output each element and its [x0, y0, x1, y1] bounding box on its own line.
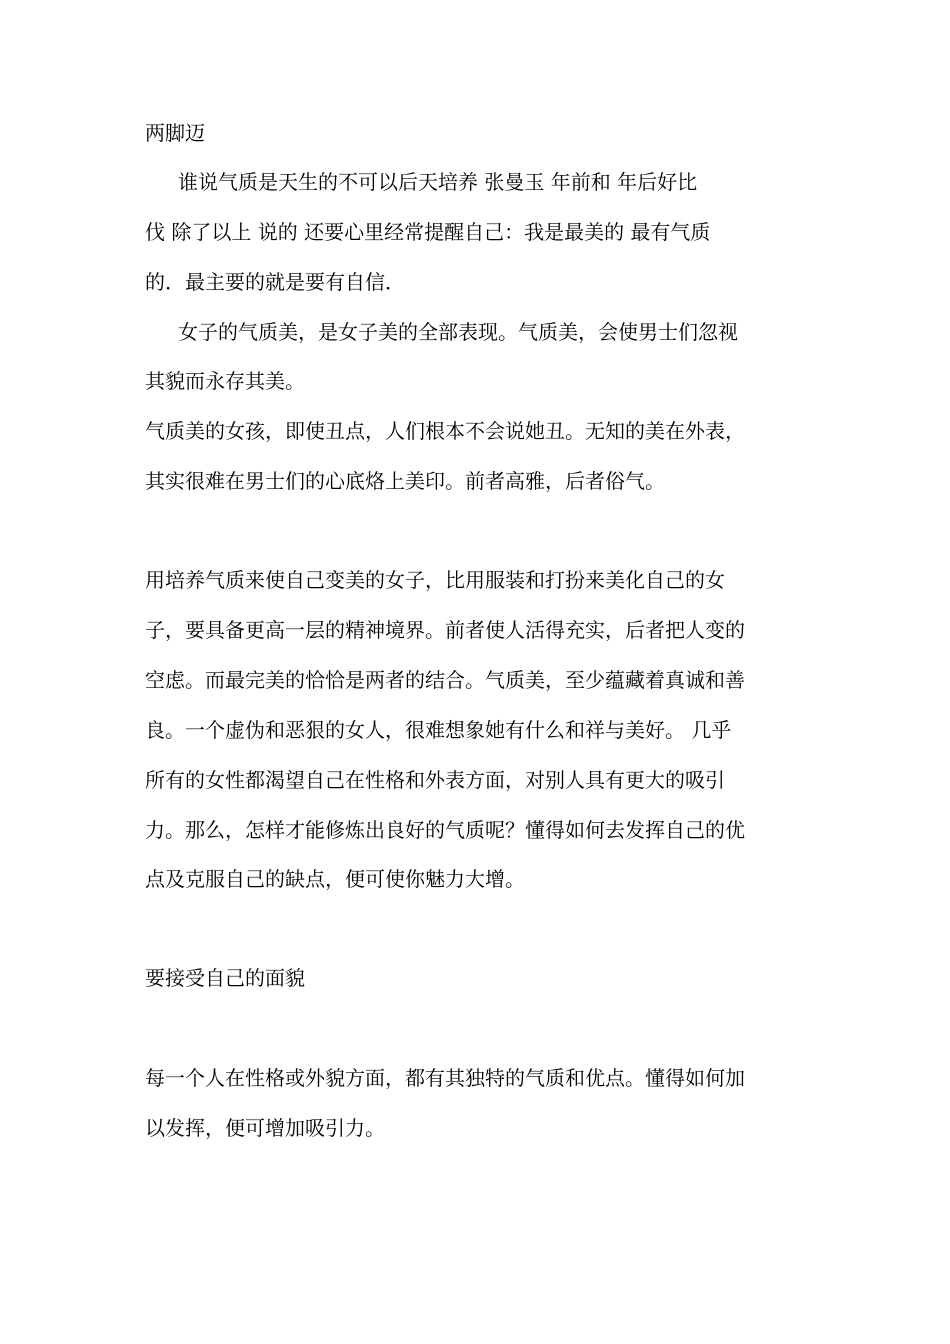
paragraph-line: 空虑。而最完美的恰恰是两者的结合。气质美，至少蕴藏着真诚和善: [145, 668, 745, 692]
paragraph-line: 伐 除了以上 说的 还要心里经常提醒自己：我是最美的 最有气质: [145, 220, 711, 244]
section-subheading: 要接受自己的面貌: [145, 966, 305, 990]
paragraph-line: 所有的女性都渴望自己在性格和外表方面，对别人具有更大的吸引: [145, 768, 725, 792]
paragraph-line: 力。那么，怎样才能修炼出良好的气质呢？懂得如何去发挥自己的优: [145, 818, 745, 842]
paragraph-line: 每一个人在性格或外貌方面，都有其独特的气质和优点。懂得如何加: [145, 1066, 745, 1090]
paragraph-line: 谁说气质是天生的不可以后天培养 张曼玉 年前和 年后好比: [178, 170, 698, 194]
paragraph-line: 用培养气质来使自己变美的女子，比用服装和打扮来美化自己的女: [145, 568, 725, 592]
paragraph-line: 子，要具备更高一层的精神境界。前者使人活得充实，后者把人变的: [145, 618, 745, 642]
document-heading: 两脚迈: [145, 121, 205, 145]
paragraph-line: 良。一个虚伪和恶狠的女人，很难想象她有什么和祥与美好。 几乎: [145, 718, 732, 742]
paragraph-line: 其实很难在男士们的心底烙上美印。前者高雅，后者俗气。: [145, 469, 665, 493]
paragraph-line: 气质美的女孩，即使丑点，人们根本不会说她丑。无知的美在外表，: [145, 419, 745, 443]
paragraph-line: 其貌而永存其美。: [145, 369, 305, 393]
paragraph-line: 以发挥，便可增加吸引力。: [145, 1116, 385, 1140]
paragraph-line: 点及克服自己的缺点，便可使你魅力大增。: [145, 867, 525, 891]
paragraph-line: 女子的气质美，是女子美的全部表现。气质美，会使男士们忽视: [178, 320, 738, 344]
paragraph-line: 的．最主要的就是要有自信．: [145, 270, 405, 294]
